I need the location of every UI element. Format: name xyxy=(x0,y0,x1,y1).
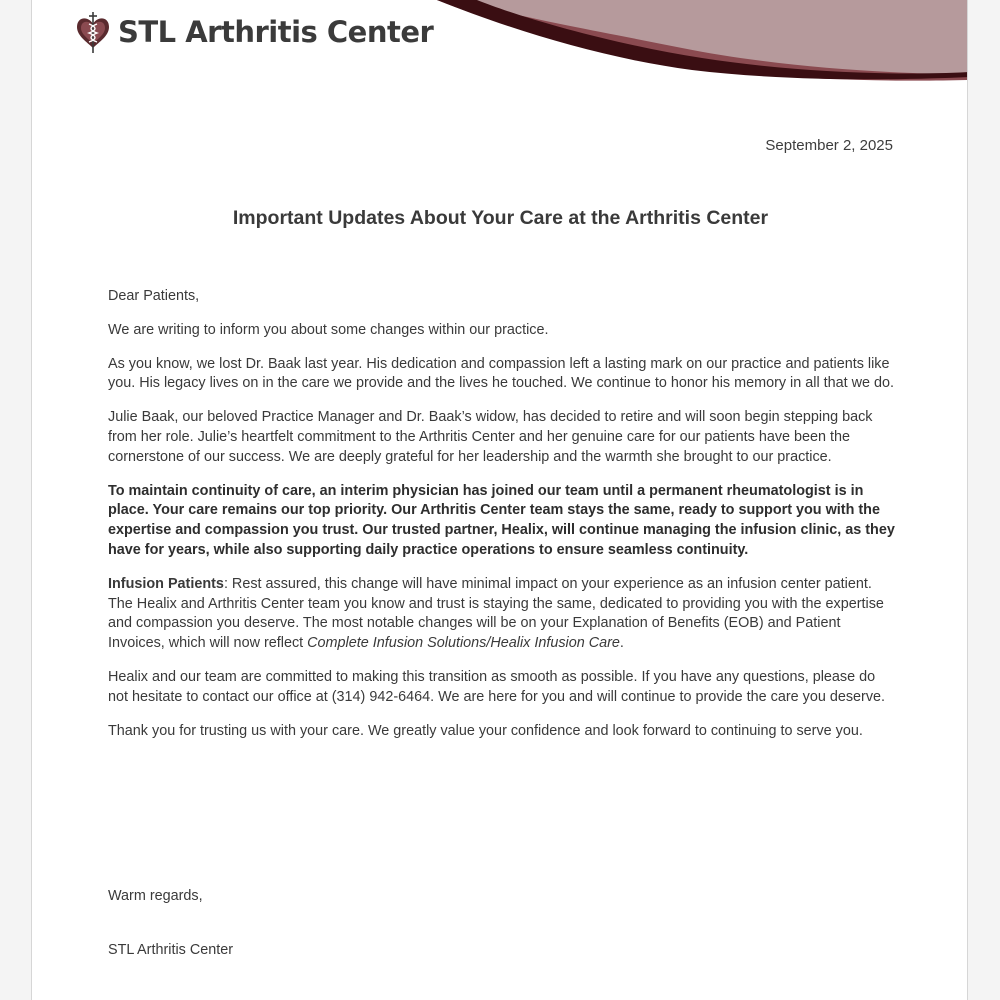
heart-caduceus-icon xyxy=(75,10,111,54)
infusion-text: : Rest assured, this change will have minimal impact on your experience as an infusion center patient. The Healix and Arthritis Center team you know and trust is staying the same, dedicated to providing you with the expertise and compassion you deserve. The most notable changes will be on your Explanation of Benefits (EOB) and Patient Invoices, which will now reflect xyxy=(108,575,884,652)
letter-title: Important Updates About Your Care at the Arthritis Center xyxy=(232,207,769,229)
infusion-label: Infusion Patients xyxy=(108,575,224,592)
paragraph-intro: We are writing to inform you about some changes within our practice. xyxy=(108,321,549,338)
infusion-end: . xyxy=(619,635,624,652)
salutation: Dear Patients, xyxy=(108,288,200,304)
infusion-italic: Complete Infusion Solutions/Healix Infusion Care xyxy=(307,635,620,652)
closing: Warm regards, xyxy=(108,888,203,904)
paragraph-thanks: Thank you for trusting us with your care. We greatly value your confidence and look forward to continuing to serve you. xyxy=(108,722,863,739)
paragraph-infusion xyxy=(108,575,898,654)
paragraph-dr-baak: As you know, we lost Dr. Baak last year. His dedication and compassion left a lasting mark on our practice and patients like you. His legacy lives on in the care we provide and the lives he touched. We continue to honor his memory in all that we do. xyxy=(108,355,895,392)
organization-logo xyxy=(75,10,433,54)
letter-page xyxy=(31,0,968,1000)
paragraph-continuity: To maintain continuity of care, an interim physician has joined our team until a permanent rheumatologist is in place. Your care remains our top priority. Our Arthritis Center team stays the same, ready to support you with the expertise and compassion you trust. Our trusted partner, Healix, will continue managing the infusion clinic, as they have for years, while also supporting daily practice operations to ensure seamless continuity. xyxy=(108,482,895,558)
signature: STL Arthritis Center xyxy=(108,942,234,958)
letter-date: September 2, 2025 xyxy=(765,137,893,154)
paragraph-contact: Healix and our team are committed to making this transition as smooth as possible. If you have any questions, please do not hesitate to contact our office at (314) 942-6464. We are here for you and will continue to provide the care you deserve. xyxy=(108,668,886,705)
paragraph-julie-baak: Julie Baak, our beloved Practice Manager and Dr. Baak’s widow, has decided to retire and will soon begin stepping back from her role. Julie’s heartfelt commitment to the Arthritis Center and her genuine care for our patients have been the cornerstone of our success. We are deeply grateful for her leadership and the warmth she brought to our practice. xyxy=(108,409,873,465)
letter-body xyxy=(108,287,898,755)
organization-name: STL Arthritis Center xyxy=(118,14,434,49)
